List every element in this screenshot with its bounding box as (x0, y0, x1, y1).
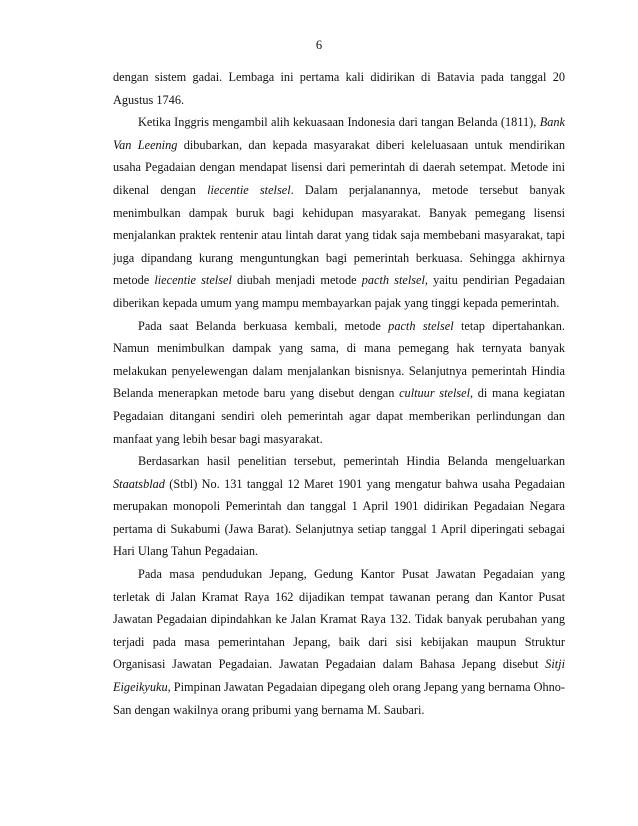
italic-term: Staatsblad (113, 476, 165, 491)
text-run: Pada saat Belanda berkuasa kembali, metode (138, 318, 389, 333)
paragraph-5 (113, 563, 565, 721)
italic-term: pacth stelsel (388, 318, 454, 333)
text-run: tetap dipertahankan. Namun menimbulkan dampak yang sama, di mana pemegang hak ternyata banyak melakukan penyelewengan dalam menjalankan bisnisnya. Selanjutnya pemerintah Hindia Belanda menerapkan metode baru yang disebut dengan (113, 318, 565, 401)
text-run: (Stbl) No. 131 tanggal 12 Maret 1901 yang mengatur bahwa usaha Pegadaian merupakan monopoli Pemerintah dan tanggal 1 April 1901 didirikan Pegadaian Negara pertama di Sukabumi (Jawa Barat). Selanjutnya setiap tanggal 1 April diperingati sebagai Hari Ulang Tahun Pegadaian. (113, 476, 565, 559)
page-number: 6 (315, 38, 323, 52)
italic-term: Sitji Eigeikyuku (113, 657, 565, 695)
text-run: dengan sistem gadai. Lembaga ini pertama kali didirikan di Batavia pada tanggal 20 Agustus 1746. (113, 70, 565, 107)
italic-term: liecentie stelsel (207, 182, 291, 197)
text-run: , Pimpinan Jawatan Pegadaian dipegang oleh orang Jepang yang bernama Ohno-San dengan wakilnya orang pribumi yang bernama M. Saubari. (113, 680, 565, 717)
text-run: . Dalam perjalanannya, metode tersebut banyak menimbulkan dampak buruk bagi kehidupan masyarakat. Banyak pemegang lisensi menjalankan praktek rentenir atau lintah darat yang tidak saja membebani masyarakat, tapi juga dipandang kurang menguntungkan bagi pemerintah berkuasa. Sehingga akhirnya metode (113, 182, 566, 288)
text-run: Berdasarkan hasil penelitian tersebut, pemerintah Hindia Belanda mengeluarkan (138, 454, 565, 469)
paragraph-3 (113, 315, 565, 451)
text-run: Pada masa pendudukan Jepang, Gedung Kantor Pusat Jawatan Pegadaian yang terletak di Jalan Kramat Raya 162 dijadikan tempat tawanan perang dan Kantor Pusat Jawatan Pegadaian dipindahkan ke Jalan Kramat Raya 132. Tidak banyak perubahan yang terjadi pada masa pemerintahan Jepang, baik dari sisi kebijakan maupun Struktur Organisasi Jawatan Pegadaian. Jawatan Pegadaian dalam Bahasa Jepang disebut (113, 567, 565, 672)
text-run: , di mana kegiatan Pegadaian ditangani sendiri oleh pemerintah agar dapat memberikan perlindungan dan manfaat yang lebih besar bagi masyarakat. (113, 386, 565, 446)
text-run: , yaitu pendirian Pegadaian diberikan kepada umum yang mampu membayarkan pajak yang tinggi kepada pemerintah. (113, 273, 565, 310)
text-run: Ketika Inggris mengambil alih kekuasaan Indonesia dari tangan Belanda (1811), (138, 115, 540, 130)
paragraph-1 (113, 66, 565, 111)
italic-term: liecentie stelsel (154, 273, 232, 288)
italic-term: Bank Van Leening (113, 115, 565, 152)
paragraph-2 (113, 111, 565, 314)
italic-term: pacth stelsel (361, 273, 425, 288)
body-text (113, 66, 565, 721)
text-run: diubah menjadi metode (231, 273, 362, 288)
text-run: dibubarkan, dan kepada masyarakat diberi keleluasaan untuk mendirikan usaha Pegadaian dengan mendapat lisensi dari pemerintah di daerah setempat. Metode ini dikenal dengan (113, 137, 565, 197)
paragraph-4 (113, 450, 565, 563)
italic-term: cultuur stelsel (399, 386, 471, 401)
